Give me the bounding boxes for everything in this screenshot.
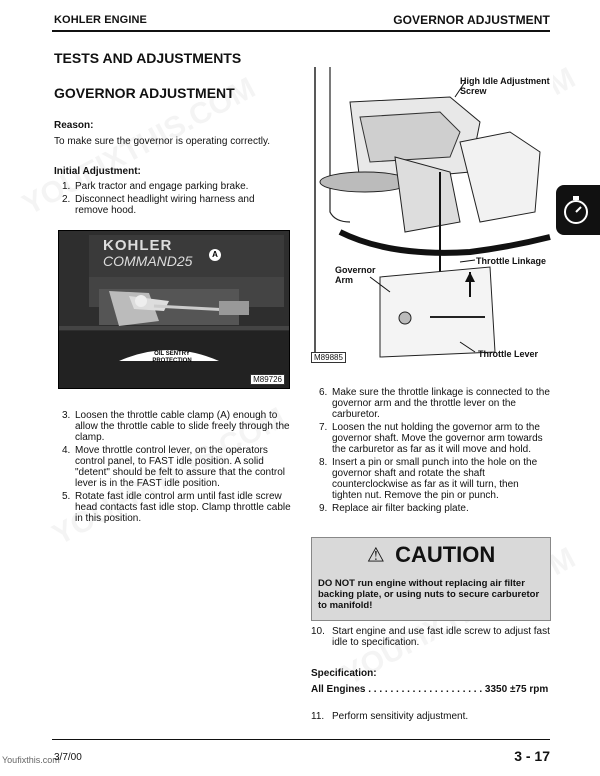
step-1	[54, 181, 286, 192]
step-number: 1.	[62, 181, 71, 192]
step-text: Rotate fast idle control arm until fast idle screw head contacts fast idle stop. Clamp throttle cable in this position.	[75, 491, 291, 524]
section-title: TESTS AND ADJUSTMENTS	[54, 50, 242, 66]
step-11-list	[311, 711, 551, 724]
step-number: 6.	[319, 387, 328, 398]
section-tab	[556, 185, 600, 235]
step-text: Insert a pin or small punch into the hole on the governor shaft and rotate the shaft counterclockwise as far as it will turn, then tighten nut. Remove the pin or punch.	[332, 457, 538, 501]
reason-label: Reason:	[54, 120, 94, 131]
spec-dots: . . . . . . . . . . . . . . . . . . . . .	[365, 684, 485, 695]
header-rule	[52, 30, 550, 32]
spec-label: Specification:	[311, 668, 377, 679]
step-text: Disconnect headlight wiring harness and remove hood.	[75, 194, 255, 216]
step-text: Replace air filter backing plate.	[332, 503, 469, 514]
label-governor-arm: Governor Arm	[335, 265, 376, 285]
subsection-title: GOVERNOR ADJUSTMENT	[54, 85, 235, 101]
step-6	[311, 387, 551, 420]
step-5	[54, 491, 294, 524]
engine-photo	[58, 230, 290, 389]
step-8	[311, 457, 551, 501]
step-number: 7.	[319, 422, 328, 433]
reason-text: To make sure the governor is operating correctly.	[54, 136, 271, 147]
spec-row-label: All Engines	[311, 684, 366, 695]
caution-title: CAUTION	[395, 542, 496, 567]
step-text: Loosen the nut holding the governor arm to the governor shaft. Move the governor arm towards the carburetor as far as it will move and hold.	[332, 422, 543, 455]
step-7	[311, 422, 551, 455]
label-high-idle: High Idle Adjustment Screw	[460, 76, 550, 96]
step-number: 9.	[319, 503, 328, 514]
step-number: 2.	[62, 194, 71, 205]
step-text: Start engine and use fast idle screw to adjust fast idle to specification.	[332, 626, 550, 648]
spec-row	[311, 684, 551, 696]
initial-label: Initial Adjustment:	[54, 166, 141, 177]
step-text: Park tractor and engage parking brake.	[75, 181, 249, 192]
caution-box	[311, 537, 551, 621]
diagram-figure-id: M89885	[311, 352, 346, 363]
footer-page: 3 - 17	[514, 748, 550, 764]
photo-figure-id: M89726	[250, 374, 285, 385]
label-throttle-lever: Throttle Lever	[478, 349, 539, 359]
footer-date: 3/7/00	[54, 752, 82, 763]
step-text: Perform sensitivity adjustment.	[332, 711, 469, 722]
governor-diagram-drawing	[310, 62, 553, 364]
step-number: 4.	[62, 445, 71, 456]
step-9	[311, 503, 551, 514]
label-throttle-linkage: Throttle Linkage	[476, 256, 547, 266]
sentry-label: OIL SENTRY PROTECTION	[152, 351, 192, 364]
caution-header	[312, 542, 550, 568]
step-text: Make sure the throttle linkage is connected to the governor arm and the throttle lever on the carburetor.	[332, 387, 550, 420]
step-11	[311, 711, 551, 722]
step-2	[54, 194, 286, 216]
governor-diagram	[310, 62, 553, 364]
step-text: Loosen the throttle cable clamp (A) enough to allow the throttle cable to slide freely through the clamp.	[75, 410, 290, 443]
step-3	[54, 410, 294, 443]
step-10-list	[311, 626, 551, 650]
step-number: 8.	[319, 457, 328, 468]
step-text: Move throttle control lever, on the operators control panel, to FAST idle position. A solid "detent" should be felt to assure that the control lever is in the FAST idle position.	[75, 445, 286, 489]
footer-site: Youfixthis.com	[2, 755, 60, 765]
left-steps	[54, 410, 294, 526]
caution-text: DO NOT run engine without replacing air filter backing plate, or using nuts to secure carburetor to manifold!	[318, 578, 540, 611]
callout-a: A	[209, 249, 221, 261]
header-right: GOVERNOR ADJUSTMENT	[393, 13, 550, 27]
step-number: 5.	[62, 491, 71, 502]
step-10	[311, 626, 551, 648]
header-left: KOHLER ENGINE	[54, 14, 147, 26]
step-number: 3.	[62, 410, 71, 421]
step-number: 11.	[311, 711, 325, 722]
spec-row-value: 3350 ±75 rpm	[484, 684, 549, 695]
photo-brand: KOHLER	[103, 237, 173, 254]
step-4	[54, 445, 294, 489]
stopwatch-icon	[556, 185, 600, 235]
initial-steps	[54, 181, 286, 218]
right-steps	[311, 387, 551, 516]
step-number: 10.	[311, 626, 325, 637]
warning-icon: ⚠	[366, 544, 385, 567]
footer-rule	[52, 739, 550, 740]
photo-model: COMMAND25	[103, 253, 193, 269]
